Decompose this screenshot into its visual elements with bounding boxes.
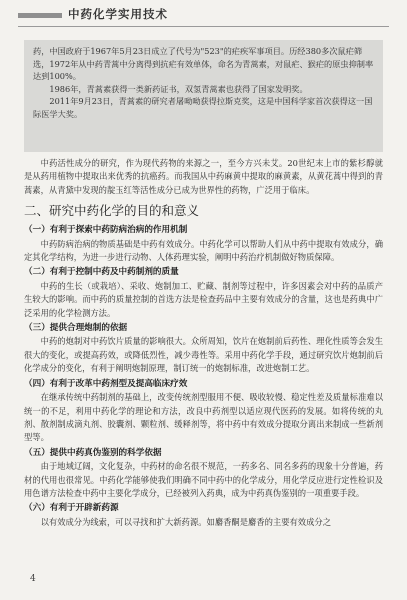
running-header [0,4,407,24]
box-paragraph-2: 1986年，青蒿素获得一类新药证书，双氢青蒿素也获得了国家发明奖。 [49,83,308,94]
subheading-2: （二）有利于控制中药及中药制剂的质量 [24,267,179,278]
info-box [24,40,383,152]
header-decor-bar [18,13,62,18]
subheading-1: （一）有利于探索中药防病治病的作用机制 [24,225,188,236]
intro-paragraph: 中药活性成分的研究，作为现代药物的来源之一，至今方兴未艾。20世纪末上市的紫杉醇就是从药用植物中提取出来优秀的抗癌药。而我国从中药麻黄中提取的麻黄素，从黄花蒿中得到的青蒿素，从青黛中发现的靛玉红等活性成分已成为世界性的药物，广泛用于临床。 [24,158,383,195]
box-paragraph-1: 药，中国政府于1967年5月23日成立了代号为"523"的疟疾军事项目。历经380多次鼠疟筛选，1972年从中药青蒿中分离得到抗疟有效单体，命名为青蒿素，对鼠疟、猴疟的原虫抑制率达到100%。 [33,46,374,82]
paragraph-4: 在继承传统中药制剂的基础上，改变传统剂型服用不便、吸收较慢、稳定性差及质量标准难以统一的不足，利用中药化学的理论和方法，改良中药剂型以适应现代医药的发展。如将传统的丸剂、散剂制成滴丸剂、胶囊剂、颗粒剂、缓释剂等，将中药中有效成分提取分离出来制成一些新剂型等。 [24,392,383,443]
paragraph-5: 由于地域辽阔，文化复杂，中药材的命名很不规范，一药多名、同名多药的现象十分普遍，药材的代用也很常见。中药化学能够使我们明确不同中药中的化学成分，用化学反应进行定性检识及用色谱方法检查中药中主要化学成分，已经被列入药典，成为中药真伪鉴别的一项重要手段。 [24,461,383,498]
paragraph-1: 中药防病治病的物质基础是中药有效成分。中药化学可以帮助人们从中药中提取有效成分，确定其化学结构，为进一步进行动物、人体药理实验，阐明中药治疗机制做好物质保障。 [24,238,383,263]
header-rule [18,26,389,27]
subheading-5: （五）提供中药真伪鉴别的科学依据 [24,447,162,458]
box-paragraph-3: 2011年9月23日，青蒿素的研究者屠呦呦获得拉斯克奖，这是中国科学家首次获得这一国际医学大奖。 [33,96,373,119]
subheading-4: （四）有利于改革中药剂型及提高临床疗效 [24,378,188,389]
paragraph-2: 中药的生长（或栽培）、采收、炮制加工、贮藏、制剂等过程中，许多因素会对中药的品质产生较大的影响。而中药的质量控制的首选方法是检查药品中主要有效成分的含量，这也是药典中广泛采用的化学检测方法。 [24,280,383,318]
subheading-3: （三）提供合理炮制的依据 [24,323,128,334]
paragraph-3: 中药的炮制对中药饮片质量的影响很大。众所周知，饮片在炮制前后药性、理化性质等会发生很大的变化，或提高药效，或降低烈性，减少毒性等。采用中药化学手段，通过研究饮片炮制前后化学成分的变化，有利于阐明炮制原理，制订统一的炮制标准，改进炮制工艺。 [24,336,383,374]
section-title: 二、研究中药化学的目的和意义 [24,203,200,219]
header-title: 中药化学实用技术 [68,7,168,21]
main-text [24,157,383,529]
page-number: 4 [30,574,36,584]
paragraph-6: 以有效成分为线索，可以寻找和扩大新药源。如麝香酮是麝香的主要有效成分之 [40,516,331,527]
subheading-6: （六）有利于开辟新药源 [24,503,119,514]
